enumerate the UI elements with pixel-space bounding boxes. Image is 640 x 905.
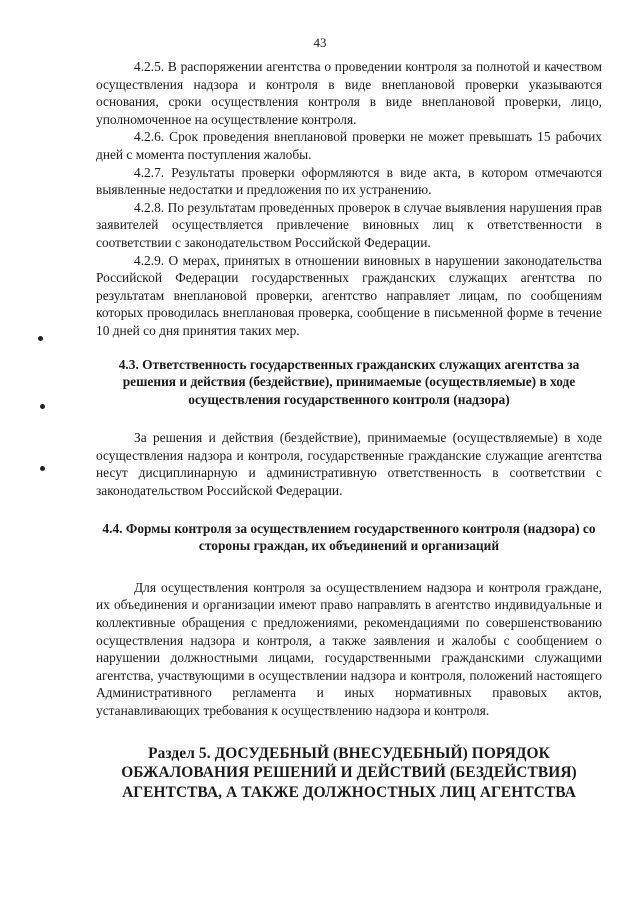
paragraph-4-2-6: 4.2.6. Срок проведения внеплановой проверки не может превышать 15 рабочих дней с момента поступления жалобы. [96, 129, 602, 162]
section-4-3-heading: 4.3. Ответственность государственных гражданских служащих агентства за решения и действия (бездействие), принимаемые (осуществляемые) в ходе осуществления государственного контроля (надзора) [118, 356, 580, 407]
paragraph-4-2-7: 4.2.7. Результаты проверки оформляются в виде акта, в котором отмечаются выявленные недостатки и предложения по их устранению. [96, 164, 602, 198]
section-5-heading: Раздел 5. ДОСУДЕБНЫЙ (ВНЕСУДЕБНЫЙ) ПОРЯДОК ОБЖАЛОВАНИЯ РЕШЕНИЙ И ДЕЙСТВИЙ (БЕЗДЕЙСТВИЯ) АГЕНТСТВА, А ТАКЖЕ ДОЛЖНОСТНЫХ ЛИЦ АГЕНТСТВА [121, 744, 577, 801]
paragraph-4-2-5: 4.2.5. В распоряжении агентства о проведении контроля за полнотой и качеством осуществления надзора и контроля в виде внеплановой проверки указываются основания, сроки осуществления контроля в виде внеплановой проверки, лицо, уполномоченное на осуществление контроля. [96, 59, 602, 127]
section-4-4-heading: 4.4. Формы контроля за осуществлением государственного контроля (надзора) со стороны граждан, их объединений и организаций [102, 520, 596, 554]
paragraph-4-2-8: 4.2.8. По результатам проведенных проверок в случае выявления нарушения прав заявителей осуществляется привлечение виновных лиц к ответственности в соответствии с законодательством Российской Федерации. [96, 199, 602, 250]
scan-bullet-mark [38, 336, 43, 341]
paragraph-4-2-9: 4.2.9. О мерах, принятых в отношении виновных в нарушении законодательства Российской Федерации государственных гражданских служащих агентства по результатам внеплановой проверки, агентство направляет лицам, по сообщениям которых проводилась внеплановая проверка, сообщение в письменной форме в течение 10 дней со дня принятия таких мер. [96, 252, 602, 338]
document-body [96, 58, 602, 802]
section-4-3-text: За решения и действия (бездействие), принимаемые (осуществляемые) в ходе осуществления надзора и контроля, государственные гражданские служащие агентства несут дисциплинарную и административную ответственность в соответствии с законодательством Российской Федерации. [96, 430, 602, 499]
scan-bullet-mark [40, 466, 45, 471]
page-number: 43 [313, 35, 327, 50]
section-4-4-text: Для осуществления контроля за осуществлением надзора и контроля граждане, их объединения и организации имеют право направлять в агентство индивидуальные и коллективные обращения с предложениями, рекомендациями по совершенствованию осуществления надзора и контроля, а также заявления и жалобы с сообщением о нарушении должностными лицами, государственными гражданскими служащими агентства, участвующими в осуществлении надзора и контроля, положений настоящего Административного регламента и иных нормативных правовых актов, устанавливающих требования к осуществлению надзора и контроля. [96, 579, 602, 718]
scan-bullet-mark [40, 404, 45, 409]
